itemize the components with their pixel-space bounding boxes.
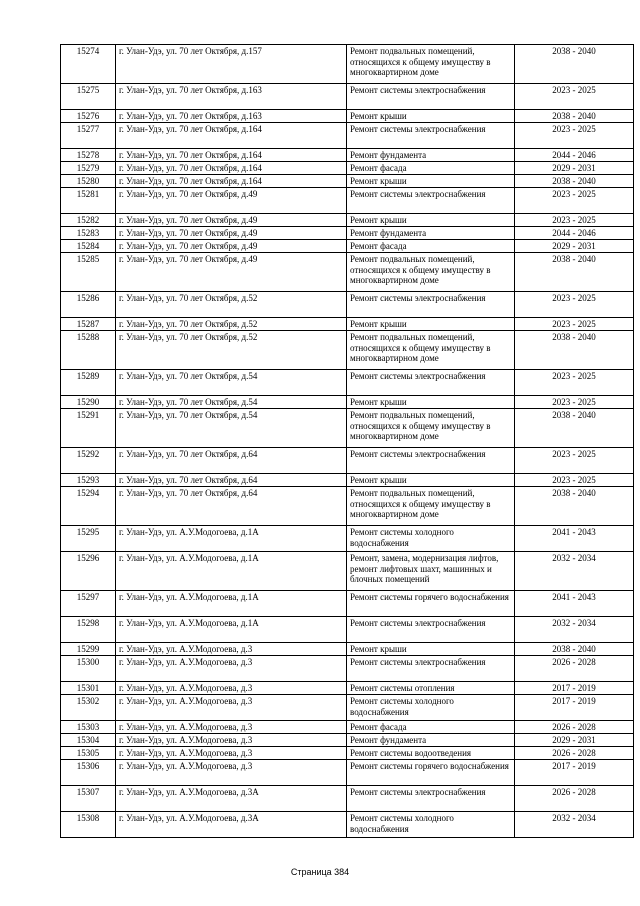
work-type-cell: Ремонт системы холодного водоснабжения bbox=[347, 695, 515, 721]
work-type-cell: Ремонт системы электроснабжения bbox=[347, 188, 515, 214]
work-type-cell: Ремонт системы холодного водоснабжения bbox=[347, 812, 515, 838]
address-cell: г. Улан-Удэ, ул. А.У.Модогоева, д.1А bbox=[116, 591, 347, 617]
row-number-cell: 15299 bbox=[61, 643, 116, 656]
table-row bbox=[61, 149, 634, 162]
address-cell: г. Улан-Удэ, ул. 70 лет Октября, д.164 bbox=[116, 175, 347, 188]
table-row bbox=[61, 240, 634, 253]
table-row bbox=[61, 110, 634, 123]
address-cell: г. Улан-Удэ, ул. 70 лет Октября, д.164 bbox=[116, 162, 347, 175]
address-cell: г. Улан-Удэ, ул. А.У.Модогоева, д.1А bbox=[116, 526, 347, 552]
work-type-cell: Ремонт системы электроснабжения bbox=[347, 84, 515, 110]
row-number-cell: 15298 bbox=[61, 617, 116, 643]
table-row bbox=[61, 747, 634, 760]
address-cell: г. Улан-Удэ, ул. 70 лет Октября, д.52 bbox=[116, 318, 347, 331]
table-row bbox=[61, 617, 634, 643]
row-number-cell: 15277 bbox=[61, 123, 116, 149]
work-type-cell: Ремонт фасада bbox=[347, 162, 515, 175]
address-cell: г. Улан-Удэ, ул. 70 лет Октября, д.163 bbox=[116, 84, 347, 110]
work-type-cell: Ремонт системы электроснабжения bbox=[347, 786, 515, 812]
period-cell: 2044 - 2046 bbox=[515, 227, 634, 240]
row-number-cell: 15279 bbox=[61, 162, 116, 175]
row-number-cell: 15305 bbox=[61, 747, 116, 760]
row-number-cell: 15280 bbox=[61, 175, 116, 188]
period-cell: 2032 - 2034 bbox=[515, 812, 634, 838]
address-cell: г. Улан-Удэ, ул. 70 лет Октября, д.49 bbox=[116, 188, 347, 214]
work-type-cell: Ремонт системы горячего водоснабжения bbox=[347, 591, 515, 617]
table-row bbox=[61, 175, 634, 188]
period-cell: 2023 - 2025 bbox=[515, 214, 634, 227]
address-cell: г. Улан-Удэ, ул. А.У.Модогоева, д.3 bbox=[116, 682, 347, 695]
address-cell: г. Улан-Удэ, ул. А.У.Модогоева, д.1А bbox=[116, 552, 347, 591]
work-type-cell: Ремонт крыши bbox=[347, 318, 515, 331]
work-type-cell: Ремонт системы холодного водоснабжения bbox=[347, 526, 515, 552]
row-number-cell: 15307 bbox=[61, 786, 116, 812]
table-row bbox=[61, 214, 634, 227]
address-cell: г. Улан-Удэ, ул. 70 лет Октября, д.54 bbox=[116, 409, 347, 448]
work-type-cell: Ремонт системы электроснабжения bbox=[347, 370, 515, 396]
table-row bbox=[61, 188, 634, 214]
row-number-cell: 15283 bbox=[61, 227, 116, 240]
address-cell: г. Улан-Удэ, ул. А.У.Модогоева, д.3 bbox=[116, 721, 347, 734]
address-cell: г. Улан-Удэ, ул. А.У.Модогоева, д.3 bbox=[116, 760, 347, 786]
table-row bbox=[61, 253, 634, 292]
period-cell: 2032 - 2034 bbox=[515, 552, 634, 591]
period-cell: 2023 - 2025 bbox=[515, 474, 634, 487]
table-row bbox=[61, 370, 634, 396]
work-type-cell: Ремонт фасада bbox=[347, 721, 515, 734]
row-number-cell: 15276 bbox=[61, 110, 116, 123]
work-type-cell: Ремонт подвальных помещений, относящихся к общему имуществу в многоквартирном доме bbox=[347, 331, 515, 370]
address-cell: г. Улан-Удэ, ул. А.У.Модогоева, д.3 bbox=[116, 643, 347, 656]
row-number-cell: 15281 bbox=[61, 188, 116, 214]
work-type-cell: Ремонт подвальных помещений, относящихся к общему имуществу в многоквартирном доме bbox=[347, 409, 515, 448]
row-number-cell: 15293 bbox=[61, 474, 116, 487]
work-type-cell: Ремонт подвальных помещений, относящихся к общему имуществу в многоквартирном доме bbox=[347, 487, 515, 526]
period-cell: 2023 - 2025 bbox=[515, 123, 634, 149]
address-cell: г. Улан-Удэ, ул. 70 лет Октября, д.64 bbox=[116, 487, 347, 526]
row-number-cell: 15292 bbox=[61, 448, 116, 474]
table-row bbox=[61, 318, 634, 331]
address-cell: г. Улан-Удэ, ул. 70 лет Октября, д.52 bbox=[116, 331, 347, 370]
table-row bbox=[61, 786, 634, 812]
work-type-cell: Ремонт, замена, модернизация лифтов, ремонт лифтовых шахт, машинных и блочных помещений bbox=[347, 552, 515, 591]
address-cell: г. Улан-Удэ, ул. 70 лет Октября, д.52 bbox=[116, 292, 347, 318]
table-row bbox=[61, 292, 634, 318]
period-cell: 2029 - 2031 bbox=[515, 734, 634, 747]
period-cell: 2044 - 2046 bbox=[515, 149, 634, 162]
period-cell: 2032 - 2034 bbox=[515, 617, 634, 643]
work-type-cell: Ремонт системы электроснабжения bbox=[347, 617, 515, 643]
work-type-cell: Ремонт подвальных помещений, относящихся к общему имуществу в многоквартирном доме bbox=[347, 253, 515, 292]
address-cell: г. Улан-Удэ, ул. А.У.Модогоева, д.3 bbox=[116, 734, 347, 747]
row-number-cell: 15301 bbox=[61, 682, 116, 695]
row-number-cell: 15289 bbox=[61, 370, 116, 396]
table-row bbox=[61, 227, 634, 240]
table-row bbox=[61, 682, 634, 695]
period-cell: 2041 - 2043 bbox=[515, 591, 634, 617]
table-row bbox=[61, 526, 634, 552]
row-number-cell: 15297 bbox=[61, 591, 116, 617]
period-cell: 2038 - 2040 bbox=[515, 487, 634, 526]
row-number-cell: 15308 bbox=[61, 812, 116, 838]
work-type-cell: Ремонт системы отопления bbox=[347, 682, 515, 695]
period-cell: 2026 - 2028 bbox=[515, 721, 634, 734]
address-cell: г. Улан-Удэ, ул. 70 лет Октября, д.49 bbox=[116, 214, 347, 227]
work-type-cell: Ремонт крыши bbox=[347, 474, 515, 487]
address-cell: г. Улан-Удэ, ул. А.У.Модогоева, д.3 bbox=[116, 747, 347, 760]
table-row bbox=[61, 123, 634, 149]
row-number-cell: 15294 bbox=[61, 487, 116, 526]
row-number-cell: 15274 bbox=[61, 45, 116, 84]
row-number-cell: 15290 bbox=[61, 396, 116, 409]
period-cell: 2038 - 2040 bbox=[515, 45, 634, 84]
period-cell: 2026 - 2028 bbox=[515, 656, 634, 682]
row-number-cell: 15300 bbox=[61, 656, 116, 682]
table-row bbox=[61, 552, 634, 591]
row-number-cell: 15284 bbox=[61, 240, 116, 253]
table-row bbox=[61, 812, 634, 838]
address-cell: г. Улан-Удэ, ул. 70 лет Октября, д.64 bbox=[116, 474, 347, 487]
row-number-cell: 15286 bbox=[61, 292, 116, 318]
row-number-cell: 15285 bbox=[61, 253, 116, 292]
work-type-cell: Ремонт системы водоотведения bbox=[347, 747, 515, 760]
row-number-cell: 15288 bbox=[61, 331, 116, 370]
table-row bbox=[61, 591, 634, 617]
address-cell: г. Улан-Удэ, ул. 70 лет Октября, д.164 bbox=[116, 123, 347, 149]
work-type-cell: Ремонт крыши bbox=[347, 110, 515, 123]
work-type-cell: Ремонт системы электроснабжения bbox=[347, 448, 515, 474]
table-row bbox=[61, 448, 634, 474]
row-number-cell: 15295 bbox=[61, 526, 116, 552]
period-cell: 2041 - 2043 bbox=[515, 526, 634, 552]
work-type-cell: Ремонт системы электроснабжения bbox=[347, 656, 515, 682]
table-row bbox=[61, 643, 634, 656]
row-number-cell: 15302 bbox=[61, 695, 116, 721]
table-row bbox=[61, 695, 634, 721]
row-number-cell: 15291 bbox=[61, 409, 116, 448]
work-type-cell: Ремонт системы электроснабжения bbox=[347, 123, 515, 149]
period-cell: 2023 - 2025 bbox=[515, 370, 634, 396]
work-type-cell: Ремонт крыши bbox=[347, 175, 515, 188]
period-cell: 2038 - 2040 bbox=[515, 643, 634, 656]
period-cell: 2023 - 2025 bbox=[515, 396, 634, 409]
period-cell: 2026 - 2028 bbox=[515, 786, 634, 812]
work-type-cell: Ремонт фундамента bbox=[347, 227, 515, 240]
address-cell: г. Улан-Удэ, ул. А.У.Модогоева, д.3А bbox=[116, 812, 347, 838]
work-type-cell: Ремонт фундамента bbox=[347, 734, 515, 747]
table-row bbox=[61, 84, 634, 110]
table-row bbox=[61, 45, 634, 84]
table-row bbox=[61, 656, 634, 682]
table-row bbox=[61, 474, 634, 487]
address-cell: г. Улан-Удэ, ул. А.У.Модогоева, д.3А bbox=[116, 786, 347, 812]
work-type-cell: Ремонт фундамента bbox=[347, 149, 515, 162]
table-row bbox=[61, 409, 634, 448]
address-cell: г. Улан-Удэ, ул. 70 лет Октября, д.54 bbox=[116, 370, 347, 396]
address-cell: г. Улан-Удэ, ул. 70 лет Октября, д.157 bbox=[116, 45, 347, 84]
repair-schedule-table bbox=[60, 44, 634, 838]
period-cell: 2023 - 2025 bbox=[515, 188, 634, 214]
period-cell: 2017 - 2019 bbox=[515, 695, 634, 721]
table-row bbox=[61, 721, 634, 734]
address-cell: г. Улан-Удэ, ул. А.У.Модогоева, д.1А bbox=[116, 617, 347, 643]
table-row bbox=[61, 734, 634, 747]
period-cell: 2017 - 2019 bbox=[515, 760, 634, 786]
row-number-cell: 15275 bbox=[61, 84, 116, 110]
period-cell: 2017 - 2019 bbox=[515, 682, 634, 695]
period-cell: 2023 - 2025 bbox=[515, 292, 634, 318]
address-cell: г. Улан-Удэ, ул. А.У.Модогоева, д.3 bbox=[116, 695, 347, 721]
table-row bbox=[61, 760, 634, 786]
period-cell: 2038 - 2040 bbox=[515, 331, 634, 370]
period-cell: 2023 - 2025 bbox=[515, 318, 634, 331]
address-cell: г. Улан-Удэ, ул. 70 лет Октября, д.64 bbox=[116, 448, 347, 474]
table-row bbox=[61, 331, 634, 370]
period-cell: 2026 - 2028 bbox=[515, 747, 634, 760]
row-number-cell: 15303 bbox=[61, 721, 116, 734]
table-row bbox=[61, 162, 634, 175]
table-body bbox=[61, 45, 634, 838]
row-number-cell: 15306 bbox=[61, 760, 116, 786]
address-cell: г. Улан-Удэ, ул. 70 лет Октября, д.164 bbox=[116, 149, 347, 162]
row-number-cell: 15304 bbox=[61, 734, 116, 747]
table-row bbox=[61, 487, 634, 526]
period-cell: 2023 - 2025 bbox=[515, 84, 634, 110]
row-number-cell: 15287 bbox=[61, 318, 116, 331]
address-cell: г. Улан-Удэ, ул. 70 лет Октября, д.49 bbox=[116, 253, 347, 292]
address-cell: г. Улан-Удэ, ул. 70 лет Октября, д.49 bbox=[116, 240, 347, 253]
address-cell: г. Улан-Удэ, ул. 70 лет Октября, д.54 bbox=[116, 396, 347, 409]
period-cell: 2023 - 2025 bbox=[515, 448, 634, 474]
table-row bbox=[61, 396, 634, 409]
work-type-cell: Ремонт крыши bbox=[347, 643, 515, 656]
address-cell: г. Улан-Удэ, ул. 70 лет Октября, д.49 bbox=[116, 227, 347, 240]
work-type-cell: Ремонт крыши bbox=[347, 396, 515, 409]
address-cell: г. Улан-Удэ, ул. 70 лет Октября, д.163 bbox=[116, 110, 347, 123]
work-type-cell: Ремонт фасада bbox=[347, 240, 515, 253]
row-number-cell: 15278 bbox=[61, 149, 116, 162]
period-cell: 2038 - 2040 bbox=[515, 175, 634, 188]
period-cell: 2029 - 2031 bbox=[515, 240, 634, 253]
work-type-cell: Ремонт системы горячего водоснабжения bbox=[347, 760, 515, 786]
period-cell: 2038 - 2040 bbox=[515, 409, 634, 448]
period-cell: 2038 - 2040 bbox=[515, 110, 634, 123]
page-number: Страница 384 bbox=[290, 867, 350, 877]
row-number-cell: 15282 bbox=[61, 214, 116, 227]
period-cell: 2029 - 2031 bbox=[515, 162, 634, 175]
work-type-cell: Ремонт крыши bbox=[347, 214, 515, 227]
address-cell: г. Улан-Удэ, ул. А.У.Модогоева, д.3 bbox=[116, 656, 347, 682]
work-type-cell: Ремонт подвальных помещений, относящихся к общему имуществу в многоквартирном доме bbox=[347, 45, 515, 84]
row-number-cell: 15296 bbox=[61, 552, 116, 591]
period-cell: 2038 - 2040 bbox=[515, 253, 634, 292]
work-type-cell: Ремонт системы электроснабжения bbox=[347, 292, 515, 318]
